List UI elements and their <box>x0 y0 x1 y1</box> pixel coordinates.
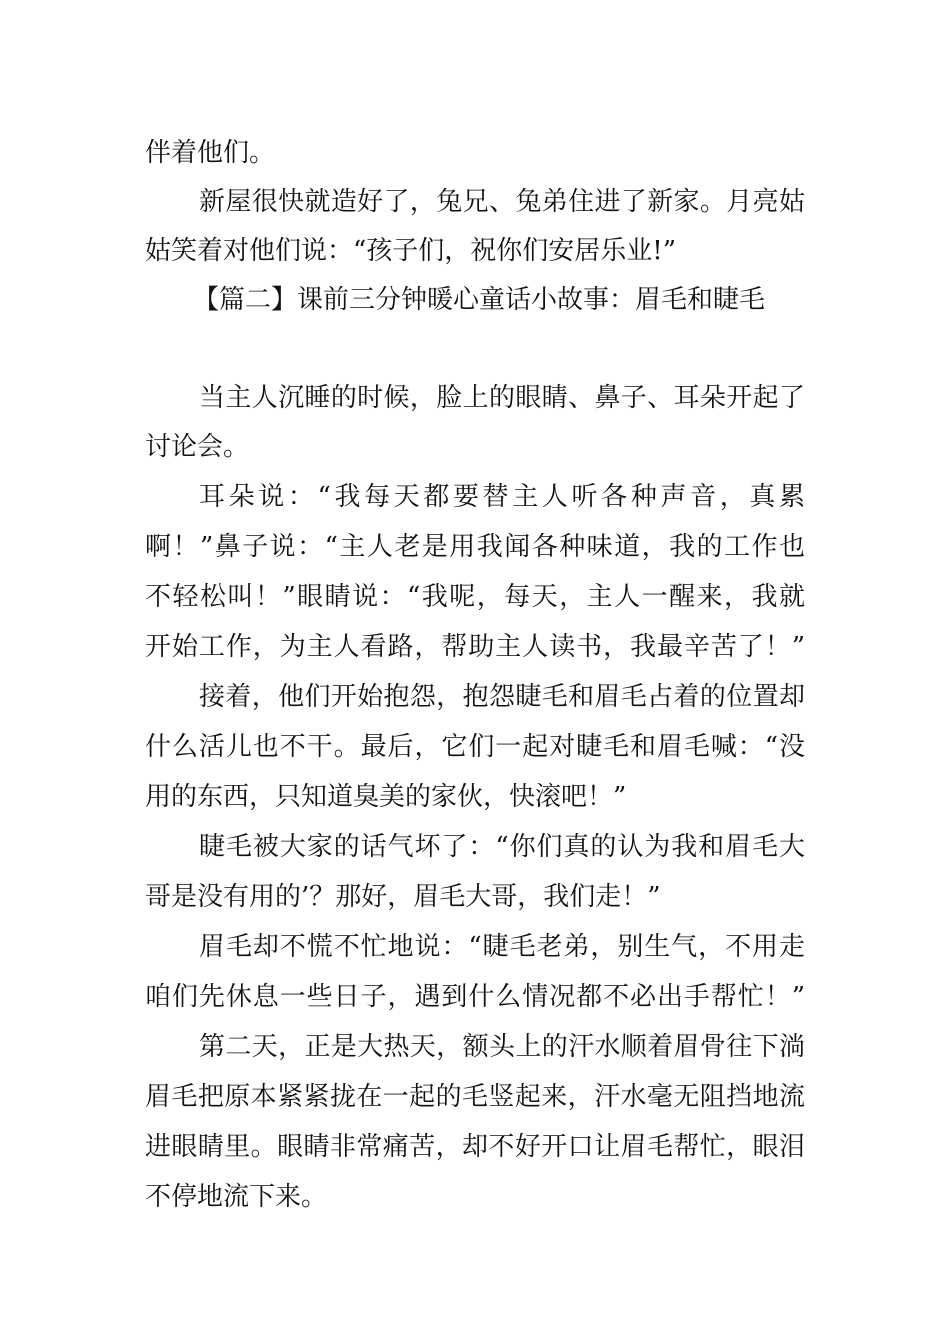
text-line: 姑笑着对他们说：“孩子们，祝你们安居乐业!” <box>145 236 677 266</box>
text-line: 当主人沉睡的时候，脸上的眼睛、鼻子、耳朵开起了 <box>199 383 805 413</box>
text-line: 伴着他们。 <box>145 138 276 168</box>
text-line: 哥是没有用的’？那好，眉毛大哥，我们走！” <box>145 882 661 912</box>
text-line: 眉毛却不慌不忙地说：“睫毛老弟，别生气，不用走 <box>199 932 805 962</box>
text-line: 新屋很快就造好了，兔兄、兔弟住进了新家。月亮姑 <box>199 187 805 217</box>
text-line: 什么活儿也不干。最后，它们一起对睫毛和眉毛喊：“没 <box>145 732 805 762</box>
text-line: 第二天，正是大热天，额头上的汗水顺着眉骨往下淌 <box>199 1032 805 1062</box>
text-line: 讨论会。 <box>145 432 250 462</box>
text-line: 接着，他们开始抱怨，抱怨睫毛和眉毛占着的位置却 <box>199 682 805 712</box>
text-line: 眉毛把原本紧紧拢在一起的毛竖起来，汗水毫无阻挡地流 <box>145 1082 805 1112</box>
section-heading: 【篇二】课前三分钟暖心童话小故事：眉毛和睫毛 <box>193 285 766 315</box>
text-line: 开始工作，为主人看路，帮助主人读书，我最辛苦了！” <box>145 632 805 662</box>
text-line: 咱们先休息一些日子，遇到什么情况都不必出手帮忙！” <box>145 982 805 1012</box>
text-line: 耳朵说：“我每天都要替主人听各种声音，真累 <box>199 482 805 512</box>
text-line: 不停地流下来。 <box>145 1182 328 1212</box>
text-line: 用的东西，只知道臭美的家伙，快滚吧！” <box>145 782 627 812</box>
text-line: 进眼睛里。眼睛非常痛苦，却不好开口让眉毛帮忙，眼泪 <box>145 1132 805 1162</box>
text-line: 啊！”鼻子说：“主人老是用我闻各种味道，我的工作也 <box>145 532 805 562</box>
text-line: 不轻松叫！”眼睛说：“我呢，每天，主人一醒来，我就 <box>145 582 805 612</box>
text-line: 睫毛被大家的话气坏了：“你们真的认为我和眉毛大 <box>199 832 805 862</box>
